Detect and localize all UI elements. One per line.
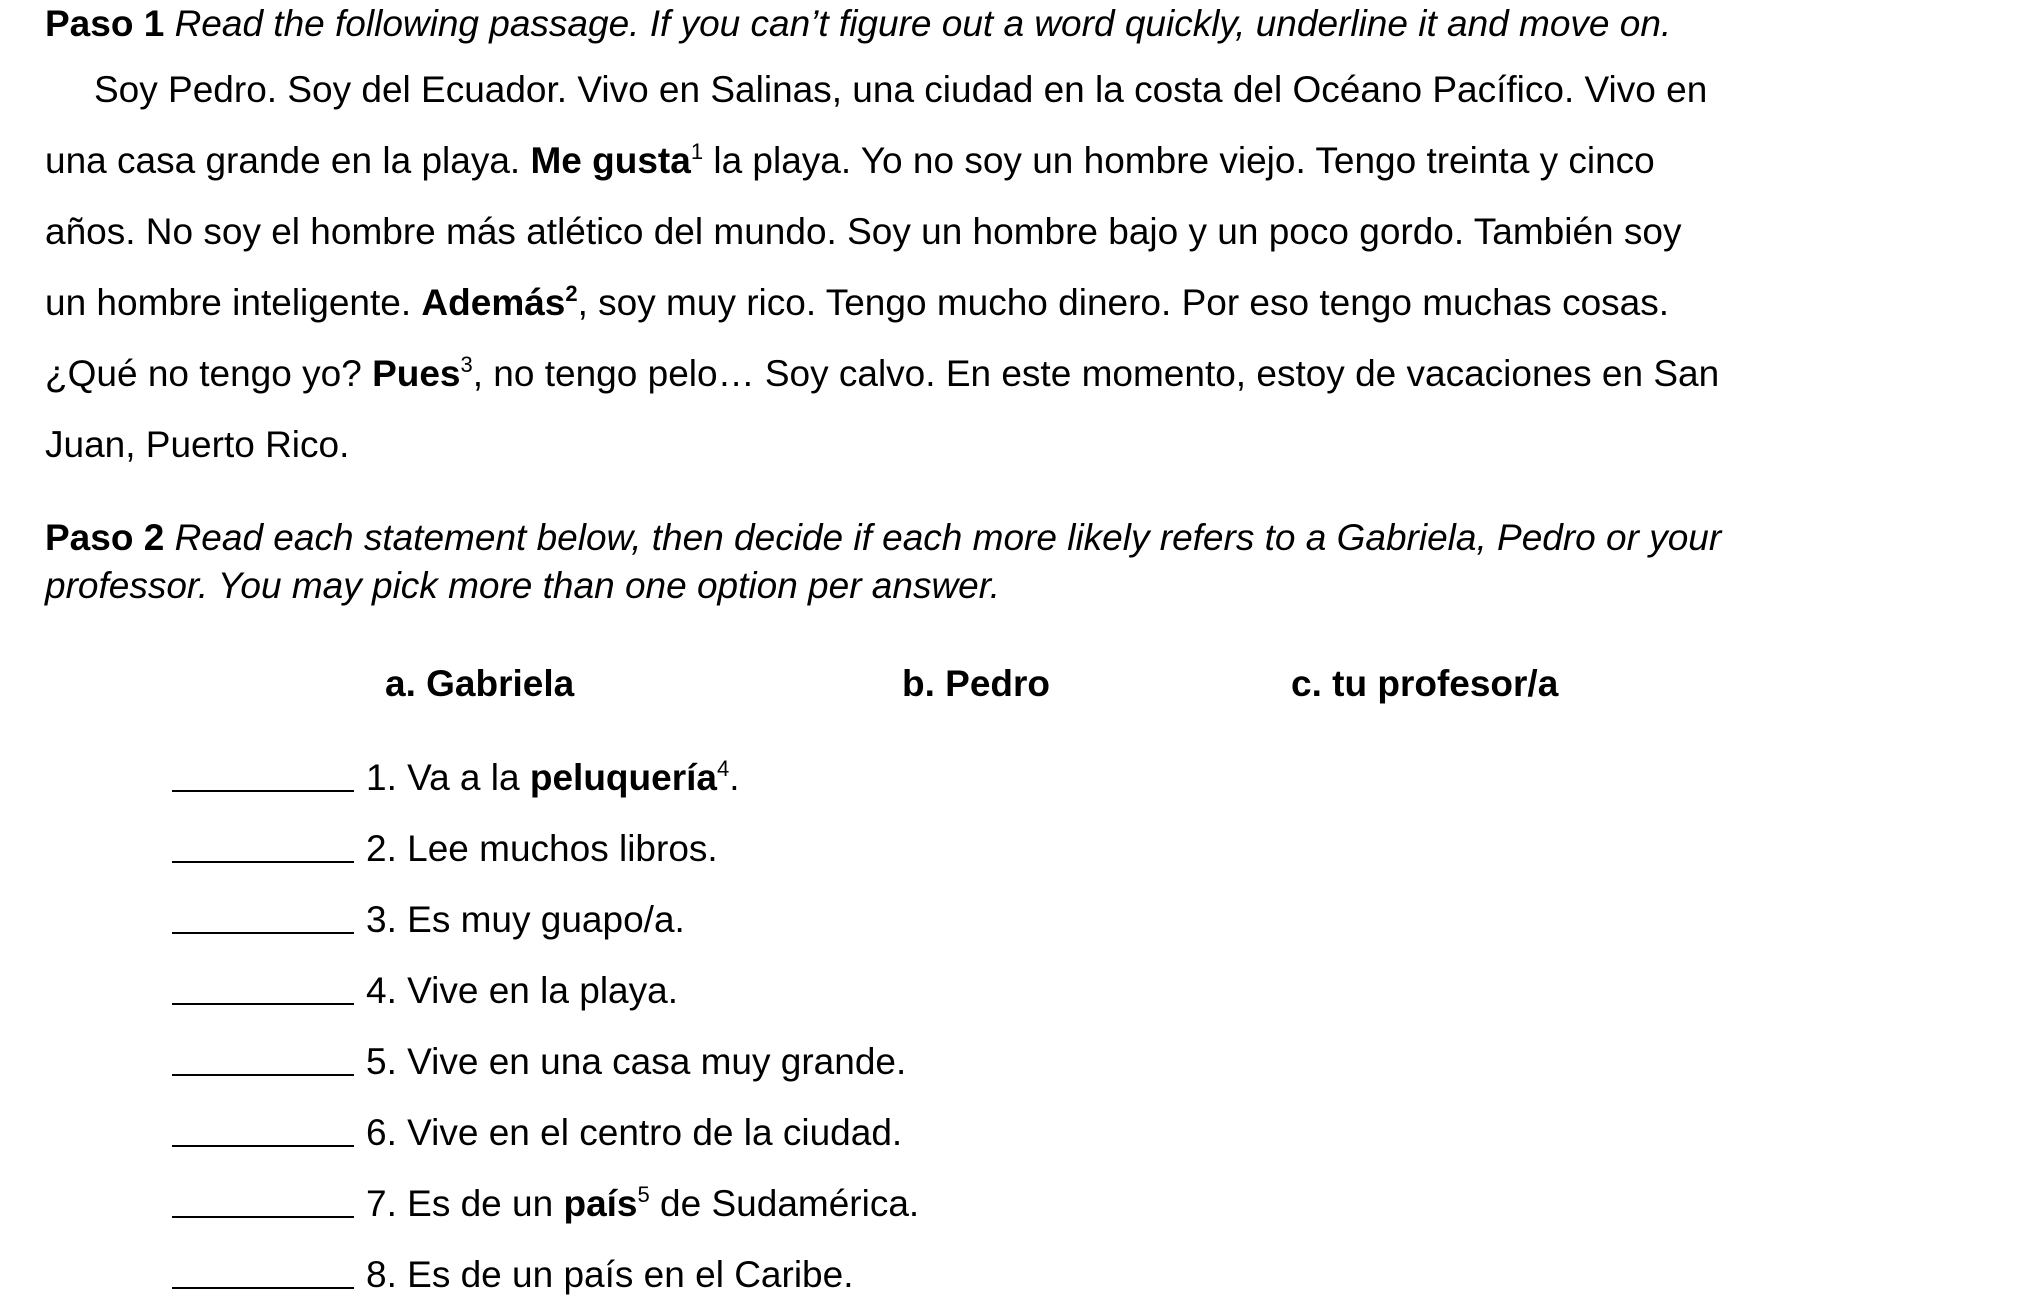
passage-line-3: años. No soy el hombre más atlético del mundo. Soy un hombre bajo y un poco gordo. También soy bbox=[45, 211, 1682, 252]
passage-text: , no tengo pelo… Soy calvo. En este momento, estoy de vacaciones en San bbox=[472, 353, 1720, 394]
statement-row-2 bbox=[172, 825, 718, 873]
footnote-2: 2 bbox=[565, 281, 578, 306]
vocab-me-gusta: Me gusta bbox=[530, 140, 691, 181]
answer-blank-3[interactable] bbox=[172, 896, 354, 934]
option-c: c. tu profesor/a bbox=[1291, 663, 1559, 704]
answer-blank-7[interactable] bbox=[172, 1180, 354, 1218]
passage-line-6: Juan, Puerto Rico. bbox=[45, 424, 350, 465]
passage-text: un hombre inteligente. bbox=[45, 282, 422, 323]
statement-row-7 bbox=[172, 1180, 919, 1228]
answer-blank-1[interactable] bbox=[172, 754, 354, 792]
statement-row-8 bbox=[172, 1251, 853, 1299]
footnote-5: 5 bbox=[637, 1182, 650, 1207]
passage-line-4 bbox=[45, 279, 1669, 327]
statement-text: 2. Lee muchos libros. bbox=[366, 828, 718, 869]
footnote-1: 1 bbox=[690, 139, 704, 164]
footnote-4: 4 bbox=[716, 756, 730, 781]
statement-row-6 bbox=[172, 1109, 902, 1157]
passage-line-2 bbox=[45, 137, 1655, 185]
answer-blank-5[interactable] bbox=[172, 1038, 354, 1076]
vocab-peluqueria: peluquería bbox=[529, 757, 717, 798]
statement-text: 7. Es de un bbox=[366, 1183, 564, 1224]
paso2-instruction-line-2: professor. You may pick more than one option per answer. bbox=[45, 565, 1000, 606]
paso1-instruction: Read the following passage. If you can’t figure out a word quickly, underline it and move on. bbox=[174, 3, 1672, 44]
statement-text: 1. Va a la bbox=[366, 757, 530, 798]
passage-line-1: Soy Pedro. Soy del Ecuador. Vivo en Salinas, una ciudad en la costa del Océano Pacífico. Vivo en bbox=[94, 69, 1708, 110]
passage-text: , soy muy rico. Tengo mucho dinero. Por eso tengo muchas cosas. bbox=[577, 282, 1669, 323]
statement-row-3 bbox=[172, 896, 685, 944]
answer-blank-2[interactable] bbox=[172, 825, 354, 863]
footnote-3: 3 bbox=[460, 352, 473, 377]
statement-text: 4. Vive en la playa. bbox=[366, 970, 678, 1011]
option-b: b. Pedro bbox=[902, 663, 1051, 704]
statement-text: de Sudamérica. bbox=[649, 1183, 920, 1224]
statement-row-5 bbox=[172, 1038, 906, 1086]
answer-blank-4[interactable] bbox=[172, 967, 354, 1005]
statement-text: . bbox=[729, 757, 740, 798]
vocab-pues: Pues bbox=[372, 353, 461, 394]
passage-text: la playa. Yo no soy un hombre viejo. Tengo treinta y cinco bbox=[703, 140, 1655, 181]
paso2-instruction-line-1: Read each statement below, then decide if each more likely refers to a Gabriela, Pedro or your bbox=[174, 517, 1722, 558]
passage-line-5 bbox=[45, 350, 1719, 398]
statement-text: 8. Es de un país en el Caribe. bbox=[366, 1254, 854, 1295]
statement-text: 5. Vive en una casa muy grande. bbox=[366, 1041, 907, 1082]
paso2-heading-line-2 bbox=[45, 562, 1000, 610]
vocab-ademas: Además bbox=[421, 282, 566, 323]
statement-text: 3. Es muy guapo/a. bbox=[366, 899, 685, 940]
vocab-pais: país bbox=[563, 1183, 638, 1224]
answer-blank-8[interactable] bbox=[172, 1251, 354, 1289]
paso2-label: Paso 2 bbox=[45, 517, 165, 558]
passage-text: ¿Qué no tengo yo? bbox=[45, 353, 373, 394]
paso1-heading bbox=[45, 0, 1671, 48]
option-a: a. Gabriela bbox=[385, 663, 575, 704]
passage-text: una casa grande en la playa. bbox=[45, 140, 531, 181]
paso1-label: Paso 1 bbox=[45, 3, 165, 44]
answer-blank-6[interactable] bbox=[172, 1109, 354, 1147]
paso2-heading bbox=[45, 514, 1721, 562]
statement-row-1 bbox=[172, 754, 740, 802]
statement-row-4 bbox=[172, 967, 678, 1015]
statement-text: 6. Vive en el centro de la ciudad. bbox=[366, 1112, 903, 1153]
